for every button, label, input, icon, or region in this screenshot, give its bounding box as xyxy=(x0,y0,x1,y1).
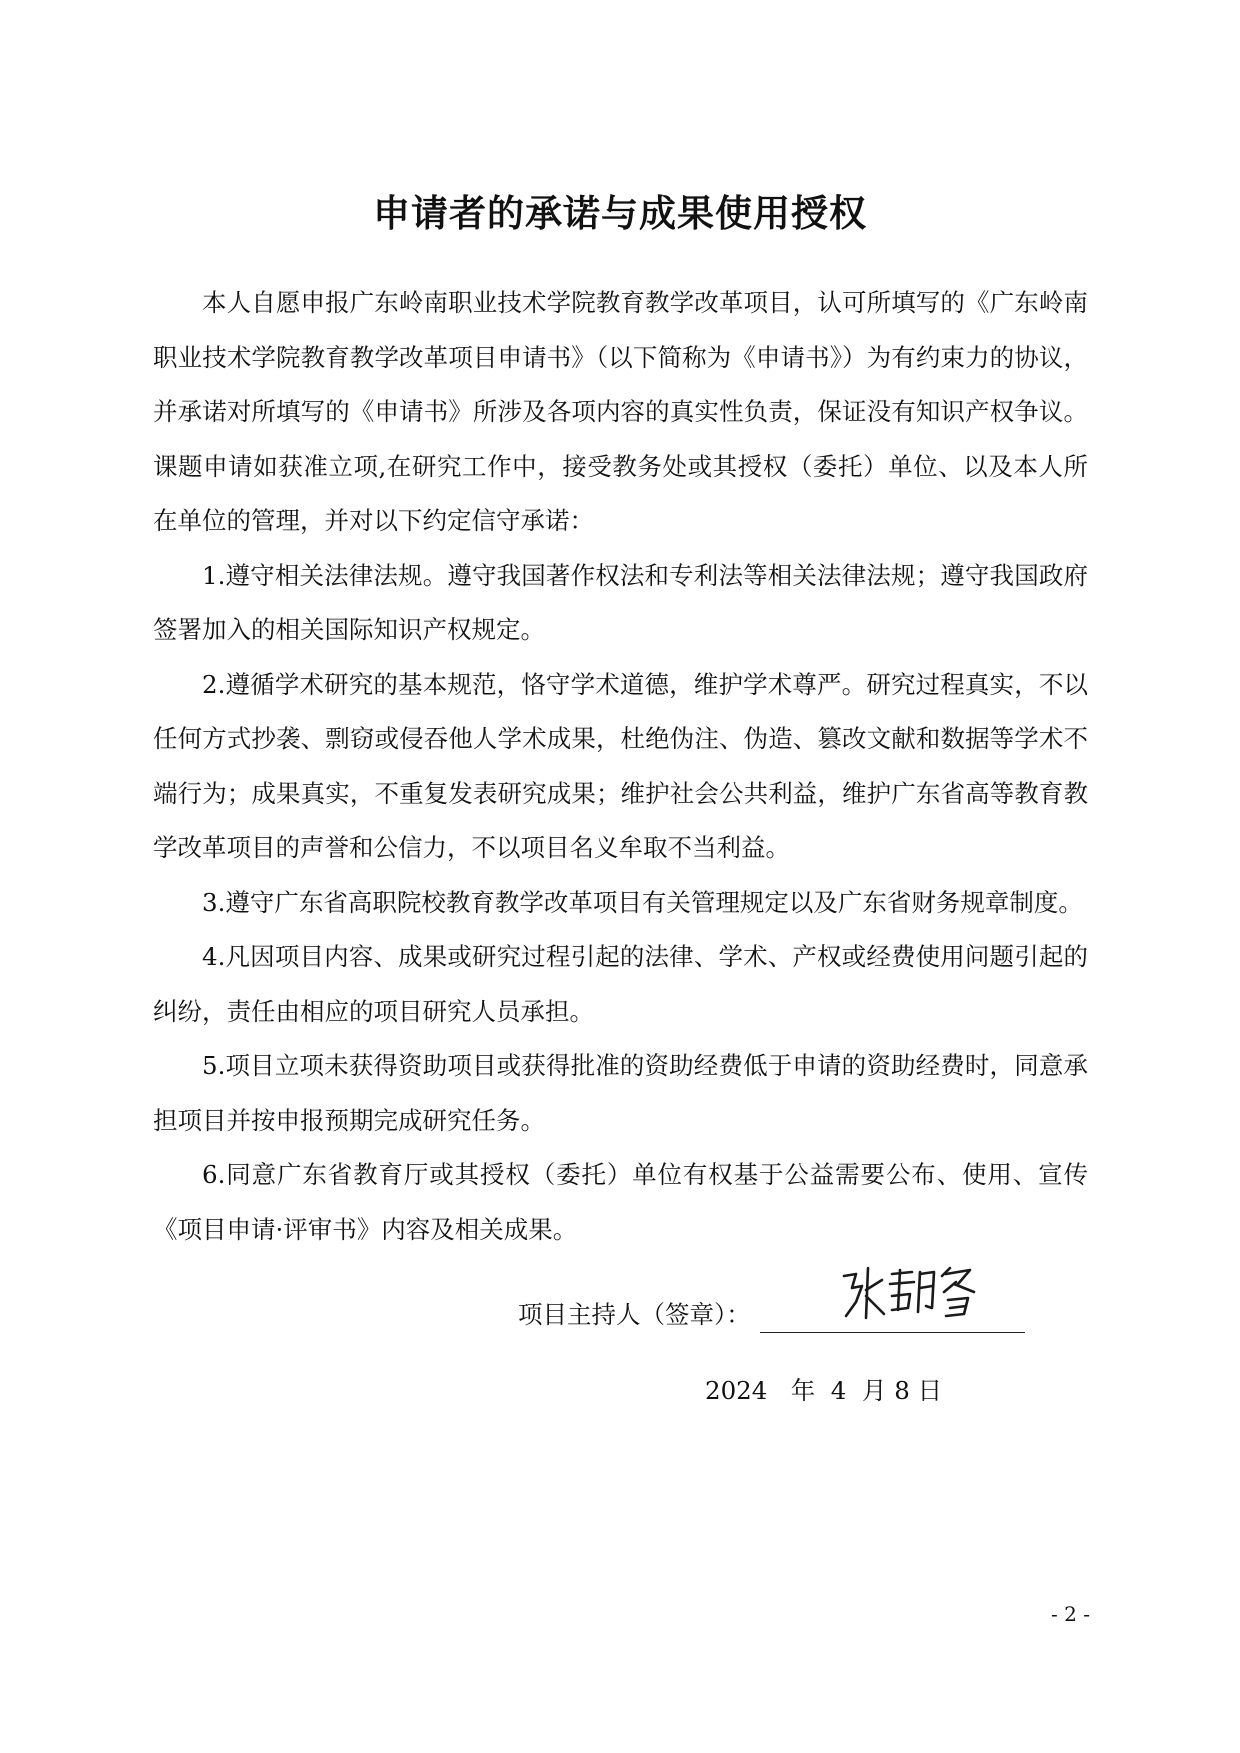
page-title: 申请者的承诺与成果使用授权 xyxy=(373,192,867,235)
clause-1: 1.遵守相关法律法规。遵守我国著作权法和专利法等相关法律法规；遵守我国政府签署加入的相关国际知识产权规定。 xyxy=(153,560,1088,644)
sign-date: 2024 年 4 月 8 日 xyxy=(705,1376,943,1405)
clause-4: 4.凡因项目内容、成果或研究过程引起的法律、学术、产权或经费使用问题引起的纠纷，责任由相应的项目研究人员承担。 xyxy=(153,942,1088,1026)
clause-3: 3.遵守广东省高职院校教育教学改革项目有关管理规定以及广东省财务规章制度。 xyxy=(202,887,1083,917)
clause-6: 6.同意广东省教育厅或其授权（委托）单位有权基于公益需要公布、使用、宣传《项目申请·评审书》内容及相关成果。 xyxy=(153,1160,1088,1244)
clause-2: 2.遵循学术研究的基本规范，恪守学术道德，维护学术尊严。研究过程真实，不以任何方式抄袭、剽窃或侵吞他人学术成果，杜绝伪注、伪造、篡改文献和数据等学术不端行为；成果真实，不重复发表研究成果；维护社会公共利益，维护广东省高等教育教学改革项目的声誉和公信力，不以项目名义牟取不当利益。 xyxy=(153,669,1088,862)
clause-5: 5.项目立项未获得资助项目或获得批准的资助经费低于申请的资助经费时，同意承担项目并按申报预期完成研究任务。 xyxy=(153,1051,1088,1135)
page-number: - 2 - xyxy=(1051,1602,1090,1626)
signature-row xyxy=(518,1296,751,1331)
signature-label: 项目主持人（签章）： xyxy=(518,1300,751,1329)
handwritten-signature xyxy=(838,1262,978,1332)
intro-paragraph: 本人自愿申报广东岭南职业技术学院教育教学改革项目，认可所填写的《广东岭南职业技术学院教育教学改革项目申请书》（以下简称为《申请书》）为有约束力的协议，并承诺对所填写的《申请书》所涉及各项内容的真实性负责，保证没有知识产权争议。课题申请如获准立项,在研究工作中，接受教务处或其授权（委托）单位、以及本人所在单位的管理，并对以下约定信守承诺： xyxy=(153,288,1088,535)
commitment-body xyxy=(153,276,1088,1257)
signature-underline xyxy=(760,1332,1025,1333)
